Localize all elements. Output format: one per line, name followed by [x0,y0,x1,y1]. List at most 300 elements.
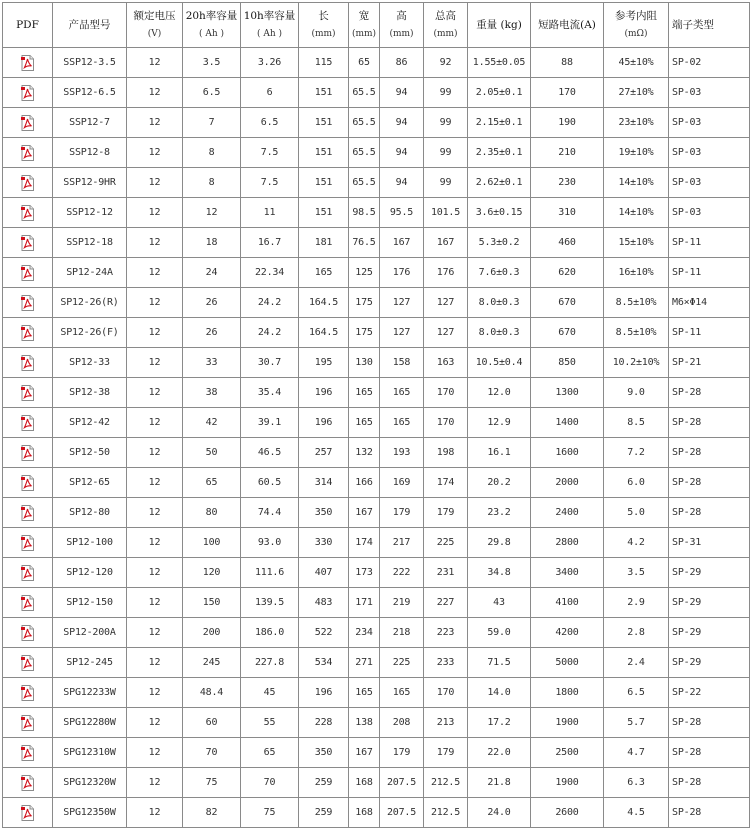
header-pdf: PDF [3,3,53,48]
pdf-file-icon[interactable] [21,325,34,341]
total-height-cell: 127 [424,318,468,348]
header-voltage: 额定电压 (V) [127,3,183,48]
resistance-cell: 27±10% [604,78,669,108]
pdf-file-icon[interactable] [21,115,34,131]
weight-cell: 59.0 [468,618,531,648]
total-height-cell: 92 [424,48,468,78]
capacity-10h-cell: 74.4 [241,498,299,528]
length-cell: 195 [299,348,349,378]
short-circuit-cell: 670 [531,318,604,348]
length-cell: 181 [299,228,349,258]
total-height-cell: 213 [424,708,468,738]
pdf-cell[interactable] [3,258,53,288]
model-cell: SP12-33 [53,348,127,378]
width-cell: 168 [349,768,380,798]
pdf-cell[interactable] [3,708,53,738]
width-cell: 165 [349,408,380,438]
weight-cell: 3.6±0.15 [468,198,531,228]
voltage-cell: 12 [127,468,183,498]
width-cell: 98.5 [349,198,380,228]
pdf-cell[interactable] [3,78,53,108]
pdf-file-icon[interactable] [21,265,34,281]
model-cell: SSP12-18 [53,228,127,258]
length-cell: 483 [299,588,349,618]
length-cell: 151 [299,168,349,198]
capacity-20h-cell: 8 [183,138,241,168]
voltage-cell: 12 [127,648,183,678]
short-circuit-cell: 4100 [531,588,604,618]
pdf-cell[interactable] [3,498,53,528]
weight-cell: 10.5±0.4 [468,348,531,378]
weight-cell: 22.0 [468,738,531,768]
length-cell: 196 [299,408,349,438]
table-body [3,48,750,828]
total-height-cell: 225 [424,528,468,558]
pdf-file-icon[interactable] [21,595,34,611]
capacity-10h-cell: 16.7 [241,228,299,258]
weight-cell: 2.15±0.1 [468,108,531,138]
resistance-cell: 45±10% [604,48,669,78]
terminal-cell: SP-28 [669,768,750,798]
pdf-cell[interactable] [3,138,53,168]
resistance-cell: 4.5 [604,798,669,828]
voltage-cell: 12 [127,408,183,438]
spec-table-container [2,2,750,828]
width-cell: 234 [349,618,380,648]
width-cell: 65.5 [349,78,380,108]
pdf-file-icon[interactable] [21,505,34,521]
terminal-cell: SP-29 [669,648,750,678]
short-circuit-cell: 4200 [531,618,604,648]
table-row [3,168,750,198]
total-height-cell: 127 [424,288,468,318]
pdf-cell[interactable] [3,348,53,378]
pdf-cell[interactable] [3,678,53,708]
resistance-cell: 8.5±10% [604,318,669,348]
voltage-cell: 12 [127,678,183,708]
length-cell: 151 [299,108,349,138]
weight-cell: 43 [468,588,531,618]
weight-cell: 7.6±0.3 [468,258,531,288]
pdf-file-icon[interactable] [21,55,34,71]
width-cell: 174 [349,528,380,558]
short-circuit-cell: 620 [531,258,604,288]
capacity-10h-cell: 65 [241,738,299,768]
model-cell: SP12-26(F) [53,318,127,348]
total-height-cell: 99 [424,78,468,108]
height-cell: 193 [380,438,424,468]
pdf-cell[interactable] [3,798,53,828]
capacity-20h-cell: 50 [183,438,241,468]
voltage-cell: 12 [127,558,183,588]
voltage-cell: 12 [127,798,183,828]
total-height-cell: 99 [424,138,468,168]
height-cell: 169 [380,468,424,498]
width-cell: 168 [349,798,380,828]
voltage-cell: 12 [127,618,183,648]
pdf-cell[interactable] [3,378,53,408]
pdf-cell[interactable] [3,768,53,798]
capacity-10h-cell: 11 [241,198,299,228]
capacity-10h-cell: 227.8 [241,648,299,678]
terminal-cell: M6×Φ14 [669,288,750,318]
capacity-10h-cell: 3.26 [241,48,299,78]
table-row [3,678,750,708]
voltage-cell: 12 [127,228,183,258]
table-row [3,228,750,258]
battery-spec-table [2,2,750,828]
length-cell: 165 [299,258,349,288]
length-cell: 257 [299,438,349,468]
capacity-10h-cell: 7.5 [241,168,299,198]
total-height-cell: 179 [424,738,468,768]
header-height: 高 (mm) [380,3,424,48]
weight-cell: 21.8 [468,768,531,798]
model-cell: SSP12-12 [53,198,127,228]
capacity-20h-cell: 80 [183,498,241,528]
height-cell: 179 [380,498,424,528]
weight-cell: 17.2 [468,708,531,738]
width-cell: 132 [349,438,380,468]
table-row [3,408,750,438]
width-cell: 65.5 [349,138,380,168]
weight-cell: 23.2 [468,498,531,528]
short-circuit-cell: 5000 [531,648,604,678]
capacity-10h-cell: 46.5 [241,438,299,468]
capacity-10h-cell: 6 [241,78,299,108]
total-height-cell: 198 [424,438,468,468]
weight-cell: 2.62±0.1 [468,168,531,198]
capacity-10h-cell: 45 [241,678,299,708]
pdf-file-icon[interactable] [21,775,34,791]
pdf-file-icon[interactable] [21,295,34,311]
pdf-file-icon[interactable] [21,535,34,551]
weight-cell: 24.0 [468,798,531,828]
length-cell: 196 [299,678,349,708]
table-row [3,648,750,678]
total-height-cell: 179 [424,498,468,528]
pdf-cell[interactable] [3,288,53,318]
terminal-cell: SP-29 [669,558,750,588]
resistance-cell: 2.8 [604,618,669,648]
table-row [3,708,750,738]
pdf-file-icon[interactable] [21,385,34,401]
height-cell: 218 [380,618,424,648]
header-total-height: 总高 (mm) [424,3,468,48]
terminal-cell: SP-29 [669,588,750,618]
voltage-cell: 12 [127,108,183,138]
weight-cell: 2.35±0.1 [468,138,531,168]
capacity-10h-cell: 93.0 [241,528,299,558]
capacity-20h-cell: 26 [183,288,241,318]
table-row [3,378,750,408]
height-cell: 207.5 [380,798,424,828]
width-cell: 175 [349,288,380,318]
table-row [3,468,750,498]
weight-cell: 71.5 [468,648,531,678]
pdf-cell[interactable] [3,408,53,438]
short-circuit-cell: 2600 [531,798,604,828]
capacity-10h-cell: 186.0 [241,618,299,648]
width-cell: 167 [349,498,380,528]
width-cell: 65 [349,48,380,78]
table-row [3,348,750,378]
resistance-cell: 8.5±10% [604,288,669,318]
capacity-10h-cell: 24.2 [241,288,299,318]
model-cell: SP12-42 [53,408,127,438]
pdf-file-icon[interactable] [21,355,34,371]
table-row [3,258,750,288]
terminal-cell: SP-28 [669,438,750,468]
width-cell: 166 [349,468,380,498]
total-height-cell: 174 [424,468,468,498]
capacity-20h-cell: 120 [183,558,241,588]
pdf-file-icon[interactable] [21,805,34,821]
terminal-cell: SP-03 [669,198,750,228]
resistance-cell: 14±10% [604,168,669,198]
capacity-20h-cell: 82 [183,798,241,828]
short-circuit-cell: 2500 [531,738,604,768]
short-circuit-cell: 190 [531,108,604,138]
model-cell: SP12-120 [53,558,127,588]
capacity-10h-cell: 7.5 [241,138,299,168]
voltage-cell: 12 [127,138,183,168]
total-height-cell: 223 [424,618,468,648]
resistance-cell: 2.9 [604,588,669,618]
pdf-file-icon[interactable] [21,235,34,251]
capacity-20h-cell: 7 [183,108,241,138]
capacity-20h-cell: 26 [183,318,241,348]
pdf-cell[interactable] [3,198,53,228]
short-circuit-cell: 2000 [531,468,604,498]
height-cell: 127 [380,318,424,348]
voltage-cell: 12 [127,528,183,558]
table-row [3,438,750,468]
length-cell: 522 [299,618,349,648]
model-cell: SP12-24A [53,258,127,288]
width-cell: 271 [349,648,380,678]
short-circuit-cell: 2800 [531,528,604,558]
total-height-cell: 212.5 [424,798,468,828]
pdf-cell[interactable] [3,588,53,618]
short-circuit-cell: 1900 [531,768,604,798]
voltage-cell: 12 [127,48,183,78]
length-cell: 164.5 [299,318,349,348]
total-height-cell: 99 [424,108,468,138]
pdf-file-icon[interactable] [21,565,34,581]
pdf-cell[interactable] [3,228,53,258]
height-cell: 167 [380,228,424,258]
height-cell: 219 [380,588,424,618]
pdf-file-icon[interactable] [21,205,34,221]
resistance-cell: 5.0 [604,498,669,528]
length-cell: 151 [299,78,349,108]
capacity-10h-cell: 55 [241,708,299,738]
voltage-cell: 12 [127,708,183,738]
header-model: 产品型号 [53,3,127,48]
table-row [3,618,750,648]
capacity-20h-cell: 18 [183,228,241,258]
weight-cell: 1.55±0.05 [468,48,531,78]
pdf-cell[interactable] [3,438,53,468]
short-circuit-cell: 1900 [531,708,604,738]
voltage-cell: 12 [127,78,183,108]
pdf-file-icon[interactable] [21,625,34,641]
height-cell: 127 [380,288,424,318]
height-cell: 94 [380,138,424,168]
total-height-cell: 233 [424,648,468,678]
terminal-cell: SP-11 [669,258,750,288]
length-cell: 314 [299,468,349,498]
pdf-file-icon[interactable] [21,175,34,191]
resistance-cell: 16±10% [604,258,669,288]
model-cell: SP12-80 [53,498,127,528]
model-cell: SP12-100 [53,528,127,558]
total-height-cell: 170 [424,408,468,438]
capacity-10h-cell: 30.7 [241,348,299,378]
weight-cell: 8.0±0.3 [468,288,531,318]
height-cell: 94 [380,108,424,138]
total-height-cell: 101.5 [424,198,468,228]
width-cell: 130 [349,348,380,378]
table-row [3,498,750,528]
height-cell: 86 [380,48,424,78]
table-row [3,138,750,168]
capacity-20h-cell: 3.5 [183,48,241,78]
table-row [3,528,750,558]
pdf-cell[interactable] [3,648,53,678]
pdf-cell[interactable] [3,738,53,768]
capacity-10h-cell: 35.4 [241,378,299,408]
resistance-cell: 4.2 [604,528,669,558]
capacity-20h-cell: 6.5 [183,78,241,108]
resistance-cell: 8.5 [604,408,669,438]
height-cell: 95.5 [380,198,424,228]
pdf-file-icon[interactable] [21,145,34,161]
table-row [3,108,750,138]
model-cell: SP12-200A [53,618,127,648]
model-cell: SPG12350W [53,798,127,828]
voltage-cell: 12 [127,588,183,618]
voltage-cell: 12 [127,768,183,798]
resistance-cell: 10.2±10% [604,348,669,378]
resistance-cell: 14±10% [604,198,669,228]
pdf-file-icon[interactable] [21,415,34,431]
pdf-file-icon[interactable] [21,655,34,671]
pdf-cell[interactable] [3,558,53,588]
width-cell: 165 [349,678,380,708]
length-cell: 115 [299,48,349,78]
pdf-cell[interactable] [3,618,53,648]
header-terminal: 端子类型 [669,3,750,48]
resistance-cell: 19±10% [604,138,669,168]
total-height-cell: 99 [424,168,468,198]
terminal-cell: SP-28 [669,708,750,738]
pdf-cell[interactable] [3,108,53,138]
voltage-cell: 12 [127,378,183,408]
capacity-10h-cell: 39.1 [241,408,299,438]
capacity-10h-cell: 22.34 [241,258,299,288]
height-cell: 94 [380,78,424,108]
table-row [3,558,750,588]
length-cell: 259 [299,768,349,798]
resistance-cell: 15±10% [604,228,669,258]
total-height-cell: 227 [424,588,468,618]
short-circuit-cell: 2400 [531,498,604,528]
pdf-file-icon[interactable] [21,715,34,731]
capacity-20h-cell: 38 [183,378,241,408]
short-circuit-cell: 3400 [531,558,604,588]
table-row [3,738,750,768]
height-cell: 179 [380,738,424,768]
resistance-cell: 9.0 [604,378,669,408]
capacity-20h-cell: 100 [183,528,241,558]
model-cell: SSP12-8 [53,138,127,168]
pdf-cell[interactable] [3,168,53,198]
resistance-cell: 23±10% [604,108,669,138]
weight-cell: 12.9 [468,408,531,438]
model-cell: SP12-245 [53,648,127,678]
pdf-cell[interactable] [3,48,53,78]
table-row [3,78,750,108]
capacity-20h-cell: 24 [183,258,241,288]
resistance-cell: 6.5 [604,678,669,708]
pdf-cell[interactable] [3,318,53,348]
model-cell: SP12-65 [53,468,127,498]
weight-cell: 16.1 [468,438,531,468]
header-row [3,3,750,48]
terminal-cell: SP-03 [669,78,750,108]
height-cell: 176 [380,258,424,288]
table-row [3,198,750,228]
resistance-cell: 6.0 [604,468,669,498]
pdf-file-icon[interactable] [21,85,34,101]
capacity-20h-cell: 65 [183,468,241,498]
header-capacity-10h: 10h率容量 ( Ah ) [241,3,299,48]
width-cell: 76.5 [349,228,380,258]
table-row [3,288,750,318]
height-cell: 158 [380,348,424,378]
model-cell: SSP12-6.5 [53,78,127,108]
height-cell: 165 [380,378,424,408]
height-cell: 208 [380,708,424,738]
pdf-file-icon[interactable] [21,475,34,491]
model-cell: SSP12-3.5 [53,48,127,78]
terminal-cell: SP-03 [669,108,750,138]
capacity-10h-cell: 24.2 [241,318,299,348]
pdf-file-icon[interactable] [21,685,34,701]
table-row [3,318,750,348]
model-cell: SPG12280W [53,708,127,738]
voltage-cell: 12 [127,318,183,348]
capacity-20h-cell: 33 [183,348,241,378]
pdf-cell[interactable] [3,528,53,558]
header-short-circuit: 短路电流(A) [531,3,604,48]
capacity-20h-cell: 75 [183,768,241,798]
voltage-cell: 12 [127,498,183,528]
pdf-cell[interactable] [3,468,53,498]
length-cell: 164.5 [299,288,349,318]
voltage-cell: 12 [127,168,183,198]
terminal-cell: SP-02 [669,48,750,78]
short-circuit-cell: 1600 [531,438,604,468]
width-cell: 171 [349,588,380,618]
pdf-file-icon[interactable] [21,745,34,761]
pdf-file-icon[interactable] [21,445,34,461]
width-cell: 65.5 [349,168,380,198]
resistance-cell: 6.3 [604,768,669,798]
resistance-cell: 4.7 [604,738,669,768]
